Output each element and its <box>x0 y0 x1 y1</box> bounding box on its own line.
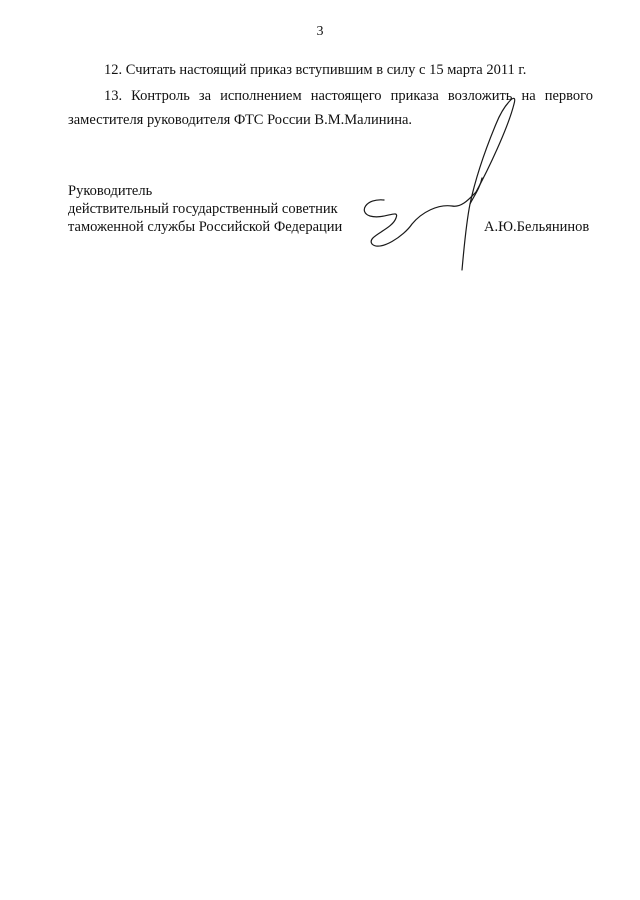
paragraph-13: 13. Контроль за исполнением настоящего приказа возложить на первого заместителя руководителя ФТС России В.М.Малинина. <box>68 88 593 128</box>
signatory-rank-line-2: таможенной службы Российской Федерации <box>68 219 343 235</box>
signatory-position: Руководитель <box>68 183 153 199</box>
signatory-title-block <box>68 182 342 236</box>
page-number: 3 <box>316 24 324 39</box>
signatory-rank-line-1: действительный государственный советник <box>68 201 338 217</box>
paragraph-12: 12. Считать настоящий приказ вступившим в силу с 15 марта 2011 г. <box>104 62 527 78</box>
signatory-name: А.Ю.Бельянинов <box>484 219 590 235</box>
